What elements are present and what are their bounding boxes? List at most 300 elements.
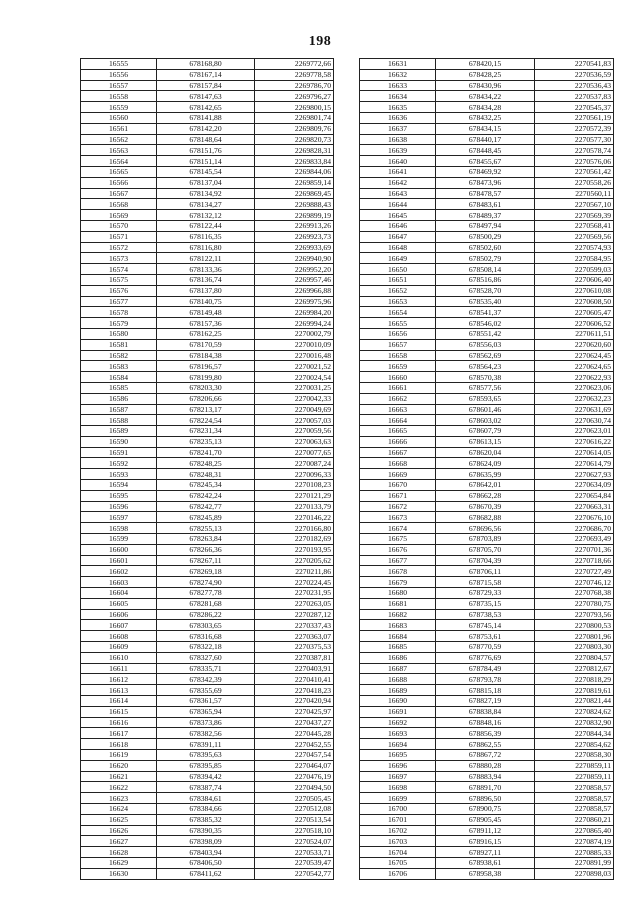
- point-number-cell: 16582: [81, 350, 157, 361]
- table-row: [360, 404, 614, 415]
- table-row: [81, 447, 334, 458]
- x-coordinate-cell: 678387,74: [157, 782, 255, 793]
- table-row: [81, 480, 334, 491]
- point-number-cell: 16637: [360, 123, 436, 134]
- y-coordinate-cell: 2269778,58: [255, 69, 334, 80]
- point-number-cell: 16629: [81, 857, 157, 868]
- point-number-cell: 16692: [360, 717, 436, 728]
- x-coordinate-cell: 678489,37: [436, 210, 535, 221]
- x-coordinate-cell: 678224,54: [157, 415, 255, 426]
- x-coordinate-cell: 678142,20: [157, 123, 255, 134]
- x-coordinate-cell: 678255,13: [157, 523, 255, 534]
- y-coordinate-cell: 2270146,22: [255, 512, 334, 523]
- y-coordinate-cell: 2270819,61: [535, 685, 614, 696]
- y-coordinate-cell: 2269786,70: [255, 80, 334, 91]
- point-number-cell: 16576: [81, 285, 157, 296]
- table-row: [81, 156, 334, 167]
- x-coordinate-cell: 678793,78: [436, 674, 535, 685]
- table-row: [81, 318, 334, 329]
- x-coordinate-cell: 678497,94: [436, 220, 535, 231]
- table-row: [81, 750, 334, 761]
- table-row: [81, 674, 334, 685]
- y-coordinate-cell: 2269975,96: [255, 296, 334, 307]
- table-row: [360, 469, 614, 480]
- x-coordinate-cell: 678642,01: [436, 480, 535, 491]
- table-row: [81, 728, 334, 739]
- x-coordinate-cell: 678245,89: [157, 512, 255, 523]
- point-number-cell: 16679: [360, 577, 436, 588]
- x-coordinate-cell: 678242,24: [157, 490, 255, 501]
- point-number-cell: 16683: [360, 620, 436, 631]
- point-number-cell: 16566: [81, 177, 157, 188]
- point-number-cell: 16700: [360, 803, 436, 814]
- y-coordinate-cell: 2270858,57: [535, 782, 614, 793]
- table-row: [360, 696, 614, 707]
- table-row: [81, 771, 334, 782]
- table-row: [360, 285, 614, 296]
- table-row: [360, 685, 614, 696]
- x-coordinate-cell: 678390,35: [157, 825, 255, 836]
- point-number-cell: 16568: [81, 199, 157, 210]
- y-coordinate-cell: 2270574,93: [535, 242, 614, 253]
- point-number-cell: 16699: [360, 793, 436, 804]
- point-number-cell: 16558: [81, 91, 157, 102]
- x-coordinate-cell: 678116,35: [157, 231, 255, 242]
- table-row: [81, 328, 334, 339]
- x-coordinate-cell: 678745,14: [436, 620, 535, 631]
- table-row: [81, 620, 334, 631]
- table-row: [360, 836, 614, 847]
- x-coordinate-cell: 678365,94: [157, 706, 255, 717]
- table-row: [81, 588, 334, 599]
- point-number-cell: 16623: [81, 793, 157, 804]
- y-coordinate-cell: 2270049,69: [255, 404, 334, 415]
- y-coordinate-cell: 2270211,86: [255, 566, 334, 577]
- x-coordinate-cell: 678862,55: [436, 739, 535, 750]
- table-row: [360, 69, 614, 80]
- point-number-cell: 16564: [81, 156, 157, 167]
- x-coordinate-cell: 678241,70: [157, 447, 255, 458]
- y-coordinate-cell: 2270363,07: [255, 631, 334, 642]
- table-row: [360, 760, 614, 771]
- table-row: [81, 361, 334, 372]
- x-coordinate-cell: 678938,61: [436, 857, 535, 868]
- y-coordinate-cell: 2270452,55: [255, 739, 334, 750]
- x-coordinate-cell: 678206,66: [157, 393, 255, 404]
- point-number-cell: 16607: [81, 620, 157, 631]
- table-row: [360, 188, 614, 199]
- y-coordinate-cell: 2270780,75: [535, 598, 614, 609]
- table-row: [360, 652, 614, 663]
- table-row: [81, 404, 334, 415]
- x-coordinate-cell: 678670,39: [436, 501, 535, 512]
- x-coordinate-cell: 678838,84: [436, 706, 535, 717]
- point-number-cell: 16599: [81, 534, 157, 545]
- x-coordinate-cell: 678434,22: [436, 91, 535, 102]
- point-number-cell: 16593: [81, 469, 157, 480]
- y-coordinate-cell: 2270002,79: [255, 328, 334, 339]
- x-coordinate-cell: 678473,96: [436, 177, 535, 188]
- table-row: [360, 523, 614, 534]
- table-row: [81, 80, 334, 91]
- point-number-cell: 16691: [360, 706, 436, 717]
- y-coordinate-cell: 2270539,47: [255, 857, 334, 868]
- y-coordinate-cell: 2270624,65: [535, 361, 614, 372]
- y-coordinate-cell: 2270885,33: [535, 847, 614, 858]
- table-row: [81, 825, 334, 836]
- y-coordinate-cell: 2270577,30: [535, 134, 614, 145]
- point-number-cell: 16628: [81, 847, 157, 858]
- y-coordinate-cell: 2270182,69: [255, 534, 334, 545]
- x-coordinate-cell: 678151,14: [157, 156, 255, 167]
- x-coordinate-cell: 678420,15: [436, 59, 535, 70]
- table-row: [360, 771, 614, 782]
- table-row: [360, 739, 614, 750]
- y-coordinate-cell: 2270057,03: [255, 415, 334, 426]
- point-number-cell: 16675: [360, 534, 436, 545]
- point-number-cell: 16596: [81, 501, 157, 512]
- y-coordinate-cell: 2270793,56: [535, 609, 614, 620]
- point-number-cell: 16686: [360, 652, 436, 663]
- x-coordinate-cell: 678395,63: [157, 750, 255, 761]
- table-row: [360, 490, 614, 501]
- table-row: [81, 220, 334, 231]
- x-coordinate-cell: 678248,31: [157, 469, 255, 480]
- table-row: [360, 339, 614, 350]
- point-number-cell: 16697: [360, 771, 436, 782]
- table-row: [81, 188, 334, 199]
- y-coordinate-cell: 2269984,20: [255, 307, 334, 318]
- y-coordinate-cell: 2270561,42: [535, 166, 614, 177]
- table-row: [81, 814, 334, 825]
- x-coordinate-cell: 678500,29: [436, 231, 535, 242]
- table-row: [81, 523, 334, 534]
- point-number-cell: 16603: [81, 577, 157, 588]
- y-coordinate-cell: 2270854,62: [535, 739, 614, 750]
- x-coordinate-cell: 678958,38: [436, 868, 535, 879]
- x-coordinate-cell: 678361,57: [157, 696, 255, 707]
- x-coordinate-cell: 678168,80: [157, 59, 255, 70]
- table-row: [360, 307, 614, 318]
- y-coordinate-cell: 2270108,23: [255, 480, 334, 491]
- point-number-cell: 16635: [360, 102, 436, 113]
- y-coordinate-cell: 2270844,34: [535, 728, 614, 739]
- coordinates-table-right: [359, 58, 614, 880]
- x-coordinate-cell: 678335,71: [157, 663, 255, 674]
- x-coordinate-cell: 678134,27: [157, 199, 255, 210]
- table-row: [81, 577, 334, 588]
- x-coordinate-cell: 678516,86: [436, 274, 535, 285]
- point-number-cell: 16606: [81, 609, 157, 620]
- x-coordinate-cell: 678776,69: [436, 652, 535, 663]
- x-coordinate-cell: 678551,42: [436, 328, 535, 339]
- y-coordinate-cell: 2269820,73: [255, 134, 334, 145]
- y-coordinate-cell: 2270624,45: [535, 350, 614, 361]
- y-coordinate-cell: 2269844,06: [255, 166, 334, 177]
- table-row: [81, 145, 334, 156]
- table-row: [81, 350, 334, 361]
- table-row: [81, 296, 334, 307]
- x-coordinate-cell: 678848,16: [436, 717, 535, 728]
- point-number-cell: 16588: [81, 415, 157, 426]
- point-number-cell: 16579: [81, 318, 157, 329]
- table-row: [360, 382, 614, 393]
- y-coordinate-cell: 2270087,24: [255, 458, 334, 469]
- table-row: [81, 685, 334, 696]
- x-coordinate-cell: 678266,36: [157, 544, 255, 555]
- point-number-cell: 16682: [360, 609, 436, 620]
- y-coordinate-cell: 2269966,88: [255, 285, 334, 296]
- x-coordinate-cell: 678248,25: [157, 458, 255, 469]
- y-coordinate-cell: 2270016,48: [255, 350, 334, 361]
- y-coordinate-cell: 2270606,52: [535, 318, 614, 329]
- point-number-cell: 16626: [81, 825, 157, 836]
- point-number-cell: 16653: [360, 296, 436, 307]
- coordinates-table-left: [80, 58, 334, 880]
- point-number-cell: 16556: [81, 69, 157, 80]
- table-row: [81, 134, 334, 145]
- table-row: [360, 566, 614, 577]
- point-number-cell: 16694: [360, 739, 436, 750]
- x-coordinate-cell: 678440,17: [436, 134, 535, 145]
- y-coordinate-cell: 2270891,99: [535, 857, 614, 868]
- x-coordinate-cell: 678541,37: [436, 307, 535, 318]
- table-row: [81, 857, 334, 868]
- point-number-cell: 16586: [81, 393, 157, 404]
- table-row: [81, 285, 334, 296]
- table-row: [81, 490, 334, 501]
- table-row: [360, 706, 614, 717]
- table-row: [360, 458, 614, 469]
- point-number-cell: 16671: [360, 490, 436, 501]
- table-row: [81, 210, 334, 221]
- table-row: [81, 177, 334, 188]
- x-coordinate-cell: 678167,14: [157, 69, 255, 80]
- x-coordinate-cell: 678148,64: [157, 134, 255, 145]
- y-coordinate-cell: 2269994,24: [255, 318, 334, 329]
- y-coordinate-cell: 2270021,52: [255, 361, 334, 372]
- table-row: [360, 544, 614, 555]
- y-coordinate-cell: 2270536,59: [535, 69, 614, 80]
- x-coordinate-cell: 678478,57: [436, 188, 535, 199]
- point-number-cell: 16592: [81, 458, 157, 469]
- y-coordinate-cell: 2270224,45: [255, 577, 334, 588]
- y-coordinate-cell: 2270623,06: [535, 382, 614, 393]
- y-coordinate-cell: 2270865,40: [535, 825, 614, 836]
- x-coordinate-cell: 678434,15: [436, 123, 535, 134]
- x-coordinate-cell: 678322,18: [157, 642, 255, 653]
- table-row: [81, 123, 334, 134]
- table-row: [360, 814, 614, 825]
- table-row: [81, 274, 334, 285]
- point-number-cell: 16670: [360, 480, 436, 491]
- point-number-cell: 16648: [360, 242, 436, 253]
- x-coordinate-cell: 678535,40: [436, 296, 535, 307]
- x-coordinate-cell: 678601,46: [436, 404, 535, 415]
- x-coordinate-cell: 678406,50: [157, 857, 255, 868]
- point-number-cell: 16649: [360, 253, 436, 264]
- y-coordinate-cell: 2270403,91: [255, 663, 334, 674]
- table-row: [360, 231, 614, 242]
- x-coordinate-cell: 678577,56: [436, 382, 535, 393]
- y-coordinate-cell: 2270287,12: [255, 609, 334, 620]
- point-number-cell: 16595: [81, 490, 157, 501]
- y-coordinate-cell: 2270620,60: [535, 339, 614, 350]
- y-coordinate-cell: 2270425,97: [255, 706, 334, 717]
- x-coordinate-cell: 678508,14: [436, 264, 535, 275]
- table-row: [360, 166, 614, 177]
- x-coordinate-cell: 678455,67: [436, 156, 535, 167]
- y-coordinate-cell: 2269800,15: [255, 102, 334, 113]
- x-coordinate-cell: 678134,92: [157, 188, 255, 199]
- y-coordinate-cell: 2269933,69: [255, 242, 334, 253]
- point-number-cell: 16625: [81, 814, 157, 825]
- table-row: [360, 512, 614, 523]
- x-coordinate-cell: 678327,60: [157, 652, 255, 663]
- table-row: [360, 620, 614, 631]
- point-number-cell: 16662: [360, 393, 436, 404]
- y-coordinate-cell: 2270545,37: [535, 102, 614, 113]
- x-coordinate-cell: 678403,94: [157, 847, 255, 858]
- table-row: [81, 253, 334, 264]
- point-number-cell: 16632: [360, 69, 436, 80]
- point-number-cell: 16666: [360, 436, 436, 447]
- point-number-cell: 16696: [360, 760, 436, 771]
- x-coordinate-cell: 678432,25: [436, 112, 535, 123]
- table-row: [81, 166, 334, 177]
- table-row: [81, 339, 334, 350]
- x-coordinate-cell: 678706,11: [436, 566, 535, 577]
- point-number-cell: 16669: [360, 469, 436, 480]
- point-number-cell: 16668: [360, 458, 436, 469]
- y-coordinate-cell: 2270663,31: [535, 501, 614, 512]
- point-number-cell: 16698: [360, 782, 436, 793]
- y-coordinate-cell: 2270536,43: [535, 80, 614, 91]
- point-number-cell: 16580: [81, 328, 157, 339]
- y-coordinate-cell: 2270858,57: [535, 793, 614, 804]
- point-number-cell: 16612: [81, 674, 157, 685]
- y-coordinate-cell: 2270010,09: [255, 339, 334, 350]
- x-coordinate-cell: 678911,12: [436, 825, 535, 836]
- x-coordinate-cell: 678373,86: [157, 717, 255, 728]
- y-coordinate-cell: 2270860,21: [535, 814, 614, 825]
- x-coordinate-cell: 678267,11: [157, 555, 255, 566]
- x-coordinate-cell: 678133,36: [157, 264, 255, 275]
- table-row: [360, 274, 614, 285]
- y-coordinate-cell: 2270606,40: [535, 274, 614, 285]
- x-coordinate-cell: 678556,03: [436, 339, 535, 350]
- point-number-cell: 16624: [81, 803, 157, 814]
- table-row: [360, 825, 614, 836]
- y-coordinate-cell: 2270541,83: [535, 59, 614, 70]
- y-coordinate-cell: 2270634,09: [535, 480, 614, 491]
- point-number-cell: 16559: [81, 102, 157, 113]
- y-coordinate-cell: 2270614,05: [535, 447, 614, 458]
- table-row: [360, 598, 614, 609]
- point-number-cell: 16572: [81, 242, 157, 253]
- table-row: [81, 555, 334, 566]
- x-coordinate-cell: 678900,75: [436, 803, 535, 814]
- point-number-cell: 16680: [360, 588, 436, 599]
- table-row: [360, 372, 614, 383]
- table-row: [360, 631, 614, 642]
- x-coordinate-cell: 678448,45: [436, 145, 535, 156]
- point-number-cell: 16631: [360, 59, 436, 70]
- y-coordinate-cell: 2270821,44: [535, 696, 614, 707]
- x-coordinate-cell: 678136,74: [157, 274, 255, 285]
- point-number-cell: 16644: [360, 199, 436, 210]
- table-row: [81, 847, 334, 858]
- table-row: [81, 59, 334, 70]
- page-number: 198: [308, 34, 332, 49]
- table-row: [360, 156, 614, 167]
- y-coordinate-cell: 2270824,62: [535, 706, 614, 717]
- y-coordinate-cell: 2270518,10: [255, 825, 334, 836]
- x-coordinate-cell: 678703,89: [436, 534, 535, 545]
- y-coordinate-cell: 2270568,41: [535, 220, 614, 231]
- table-row: [81, 307, 334, 318]
- x-coordinate-cell: 678132,12: [157, 210, 255, 221]
- y-coordinate-cell: 2270513,54: [255, 814, 334, 825]
- point-number-cell: 16577: [81, 296, 157, 307]
- table-row: [360, 199, 614, 210]
- x-coordinate-cell: 678593,65: [436, 393, 535, 404]
- y-coordinate-cell: 2270445,28: [255, 728, 334, 739]
- point-number-cell: 16619: [81, 750, 157, 761]
- x-coordinate-cell: 678382,56: [157, 728, 255, 739]
- point-number-cell: 16655: [360, 318, 436, 329]
- x-coordinate-cell: 678281,68: [157, 598, 255, 609]
- x-coordinate-cell: 678896,50: [436, 793, 535, 804]
- table-row: [360, 253, 614, 264]
- x-coordinate-cell: 678624,09: [436, 458, 535, 469]
- table-row: [81, 458, 334, 469]
- y-coordinate-cell: 2270031,25: [255, 382, 334, 393]
- point-number-cell: 16643: [360, 188, 436, 199]
- table-row: [81, 91, 334, 102]
- point-number-cell: 16664: [360, 415, 436, 426]
- x-coordinate-cell: 678434,28: [436, 102, 535, 113]
- point-number-cell: 16665: [360, 426, 436, 437]
- y-coordinate-cell: 2270622,93: [535, 372, 614, 383]
- x-coordinate-cell: 678729,33: [436, 588, 535, 599]
- table-row: [81, 415, 334, 426]
- x-coordinate-cell: 678235,13: [157, 436, 255, 447]
- x-coordinate-cell: 678891,70: [436, 782, 535, 793]
- x-coordinate-cell: 678231,34: [157, 426, 255, 437]
- x-coordinate-cell: 678203,30: [157, 382, 255, 393]
- y-coordinate-cell: 2270166,80: [255, 523, 334, 534]
- y-coordinate-cell: 2270494,50: [255, 782, 334, 793]
- table-row: [360, 857, 614, 868]
- y-coordinate-cell: 2270768,38: [535, 588, 614, 599]
- point-number-cell: 16561: [81, 123, 157, 134]
- table-row: [81, 102, 334, 113]
- table-row: [81, 598, 334, 609]
- point-number-cell: 16608: [81, 631, 157, 642]
- y-coordinate-cell: 2270858,30: [535, 750, 614, 761]
- table-row: [81, 717, 334, 728]
- table-row: [81, 836, 334, 847]
- point-number-cell: 16639: [360, 145, 436, 156]
- table-row: [81, 642, 334, 653]
- y-coordinate-cell: 2270803,30: [535, 642, 614, 653]
- table-row: [81, 426, 334, 437]
- table-row: [360, 803, 614, 814]
- y-coordinate-cell: 2269772,66: [255, 59, 334, 70]
- table-row: [360, 102, 614, 113]
- point-number-cell: 16642: [360, 177, 436, 188]
